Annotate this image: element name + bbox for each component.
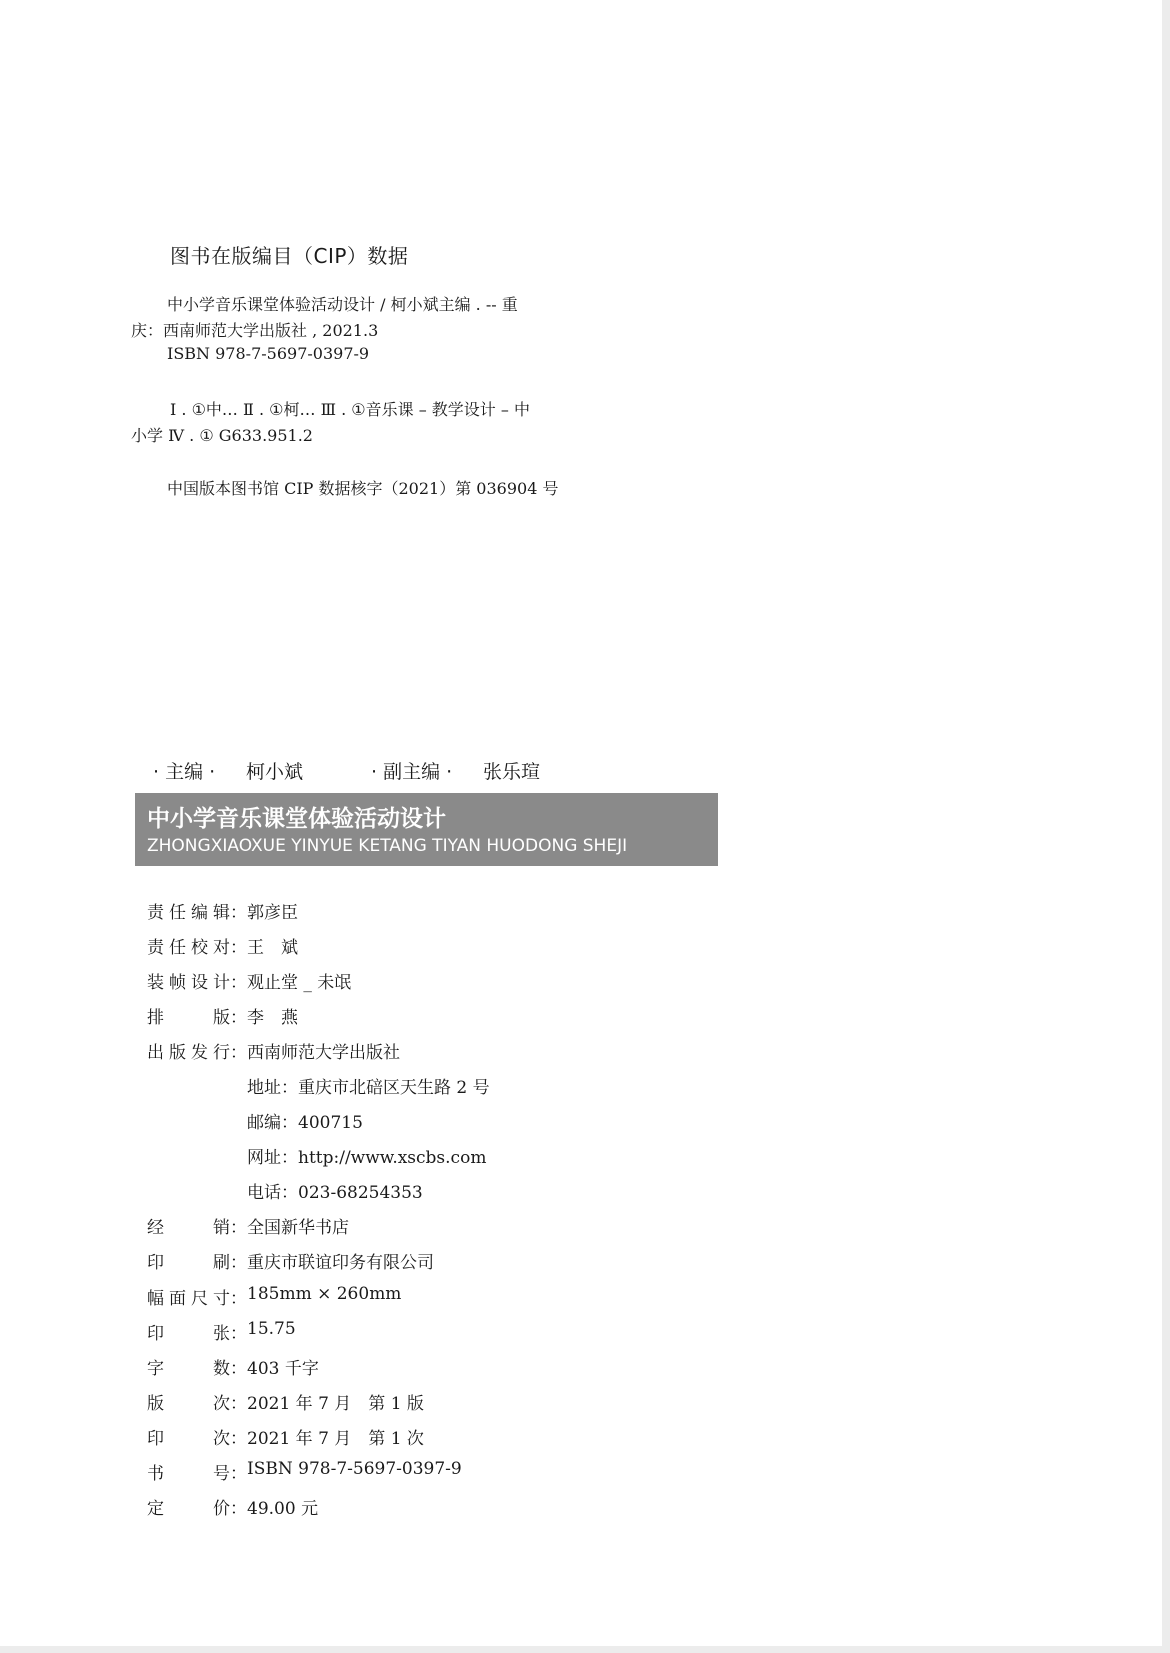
colophon-row-price: 定 价 ： 49.00 元 <box>147 1494 707 1518</box>
colophon-row-isbn: 书 号 ： ISBN 978-7-5697-0397-9 <box>147 1459 462 1484</box>
colophon-label: 字 数 <box>147 1359 230 1379</box>
colophon-value: 185mm × 260mm <box>247 1284 402 1304</box>
colophon-label: 排 版 <box>147 1008 230 1028</box>
colophon-value: 王 斌 <box>247 938 298 958</box>
colophon-label: 书 号 <box>147 1464 230 1484</box>
colophon-label: 幅 面 尺 寸 <box>147 1289 230 1309</box>
cip-record-number: 中国版本图书馆 CIP 数据核字（2021）第 036904 号 <box>167 479 559 498</box>
cip-line: 庆：西南师范大学出版社 , 2021.3 <box>131 321 379 340</box>
publisher-address: 地址：重庆市北碚区天生路 2 号 <box>247 1078 490 1098</box>
cip-heading: 图书在版编目（CIP）数据 <box>170 244 409 268</box>
colophon-value: 李 燕 <box>247 1008 298 1028</box>
colophon-label: 定 价 <box>147 1499 230 1519</box>
colophon-label: 装 帧 设 计 <box>147 973 230 993</box>
colophon-row-typesetting: 排 版 ： 李 燕 <box>147 1003 707 1027</box>
cip-line: 中小学音乐课堂体验活动设计 / 柯小斌主编 . -- 重 <box>167 295 518 314</box>
colophon-value: 观止堂 _ 未氓 <box>247 973 352 993</box>
colophon-label: 经 销 <box>147 1218 230 1238</box>
colophon-label: 责 任 校 对 <box>147 938 230 958</box>
colophon-label: 印 次 <box>147 1429 230 1449</box>
chief-editor-name: 柯小斌 <box>246 761 304 783</box>
colophon-row-design: 装 帧 设 计 ： 观止堂 _ 未氓 <box>147 968 707 992</box>
colophon-row-edition: 版 次 ： 2021 年 7 月 第 1 版 <box>147 1389 707 1413</box>
colophon-row-format: 幅 面 尺 寸 ： 185mm × 260mm <box>147 1284 402 1309</box>
colophon-label: 出 版 发 行 <box>147 1043 230 1063</box>
cip-classification-line: Ⅰ . ①中… Ⅱ . ①柯… Ⅲ . ①音乐课 – 教学设计 – 中 <box>170 400 530 419</box>
colophon-row-sheets: 印 张 ： 15.75 <box>147 1319 296 1344</box>
colophon-value: 403 千字 <box>247 1359 319 1379</box>
deputy-editor-label: · 副主编 · <box>371 761 453 783</box>
colophon-row-publisher: 出 版 发 行 ： 西南师范大学出版社 <box>147 1038 707 1062</box>
colophon-value: ISBN 978-7-5697-0397-9 <box>247 1459 462 1479</box>
colophon-value: 西南师范大学出版社 <box>247 1043 400 1063</box>
colophon-label: 印 刷 <box>147 1253 230 1273</box>
cip-classification-line: 小学 Ⅳ . ① G633.951.2 <box>131 426 313 445</box>
publisher-phone: 电话：023-68254353 <box>247 1183 423 1203</box>
colophon-value: 15.75 <box>247 1319 296 1339</box>
colophon-value: 2021 年 7 月 第 1 次 <box>247 1429 424 1449</box>
colophon-value: 重庆市联谊印务有限公司 <box>247 1253 434 1273</box>
deputy-editor-name: 张乐瑄 <box>483 761 541 783</box>
colophon-value: 49.00 元 <box>247 1499 319 1519</box>
book-title-chinese: 中小学音乐课堂体验活动设计 <box>147 805 446 832</box>
colophon-row-proofreader: 责 任 校 对 ： 王 斌 <box>147 933 707 957</box>
colophon-label: 版 次 <box>147 1394 230 1414</box>
colophon-row-wordcount: 字 数 ： 403 千字 <box>147 1354 707 1378</box>
book-title-pinyin: ZHONGXIAOXUE YINYUE KETANG TIYAN HUODONG SHEJI <box>147 836 628 856</box>
publisher-postcode: 邮编：400715 <box>247 1113 363 1133</box>
colophon-row-printing: 印 次 ： 2021 年 7 月 第 1 次 <box>147 1424 707 1448</box>
colophon-value: 2021 年 7 月 第 1 版 <box>247 1394 424 1414</box>
colophon-row-printer: 印 刷 ： 重庆市联谊印务有限公司 <box>147 1248 707 1272</box>
publisher-website: 网址：http://www.xscbs.com <box>247 1148 487 1168</box>
colophon-label: 责 任 编 辑 <box>147 903 230 923</box>
book-title-band <box>135 793 718 866</box>
colophon-label: 印 张 <box>147 1324 230 1344</box>
chief-editor-label: · 主编 · <box>153 761 216 783</box>
colophon-value: 郭彦臣 <box>247 903 298 923</box>
cip-isbn-line: ISBN 978-7-5697-0397-9 <box>167 344 370 363</box>
colophon-row-distributor: 经 销 ： 全国新华书店 <box>147 1213 707 1237</box>
colophon-row-editor: 责 任 编 辑 ： 郭彦臣 <box>147 898 707 922</box>
colophon-value: 全国新华书店 <box>247 1218 349 1238</box>
